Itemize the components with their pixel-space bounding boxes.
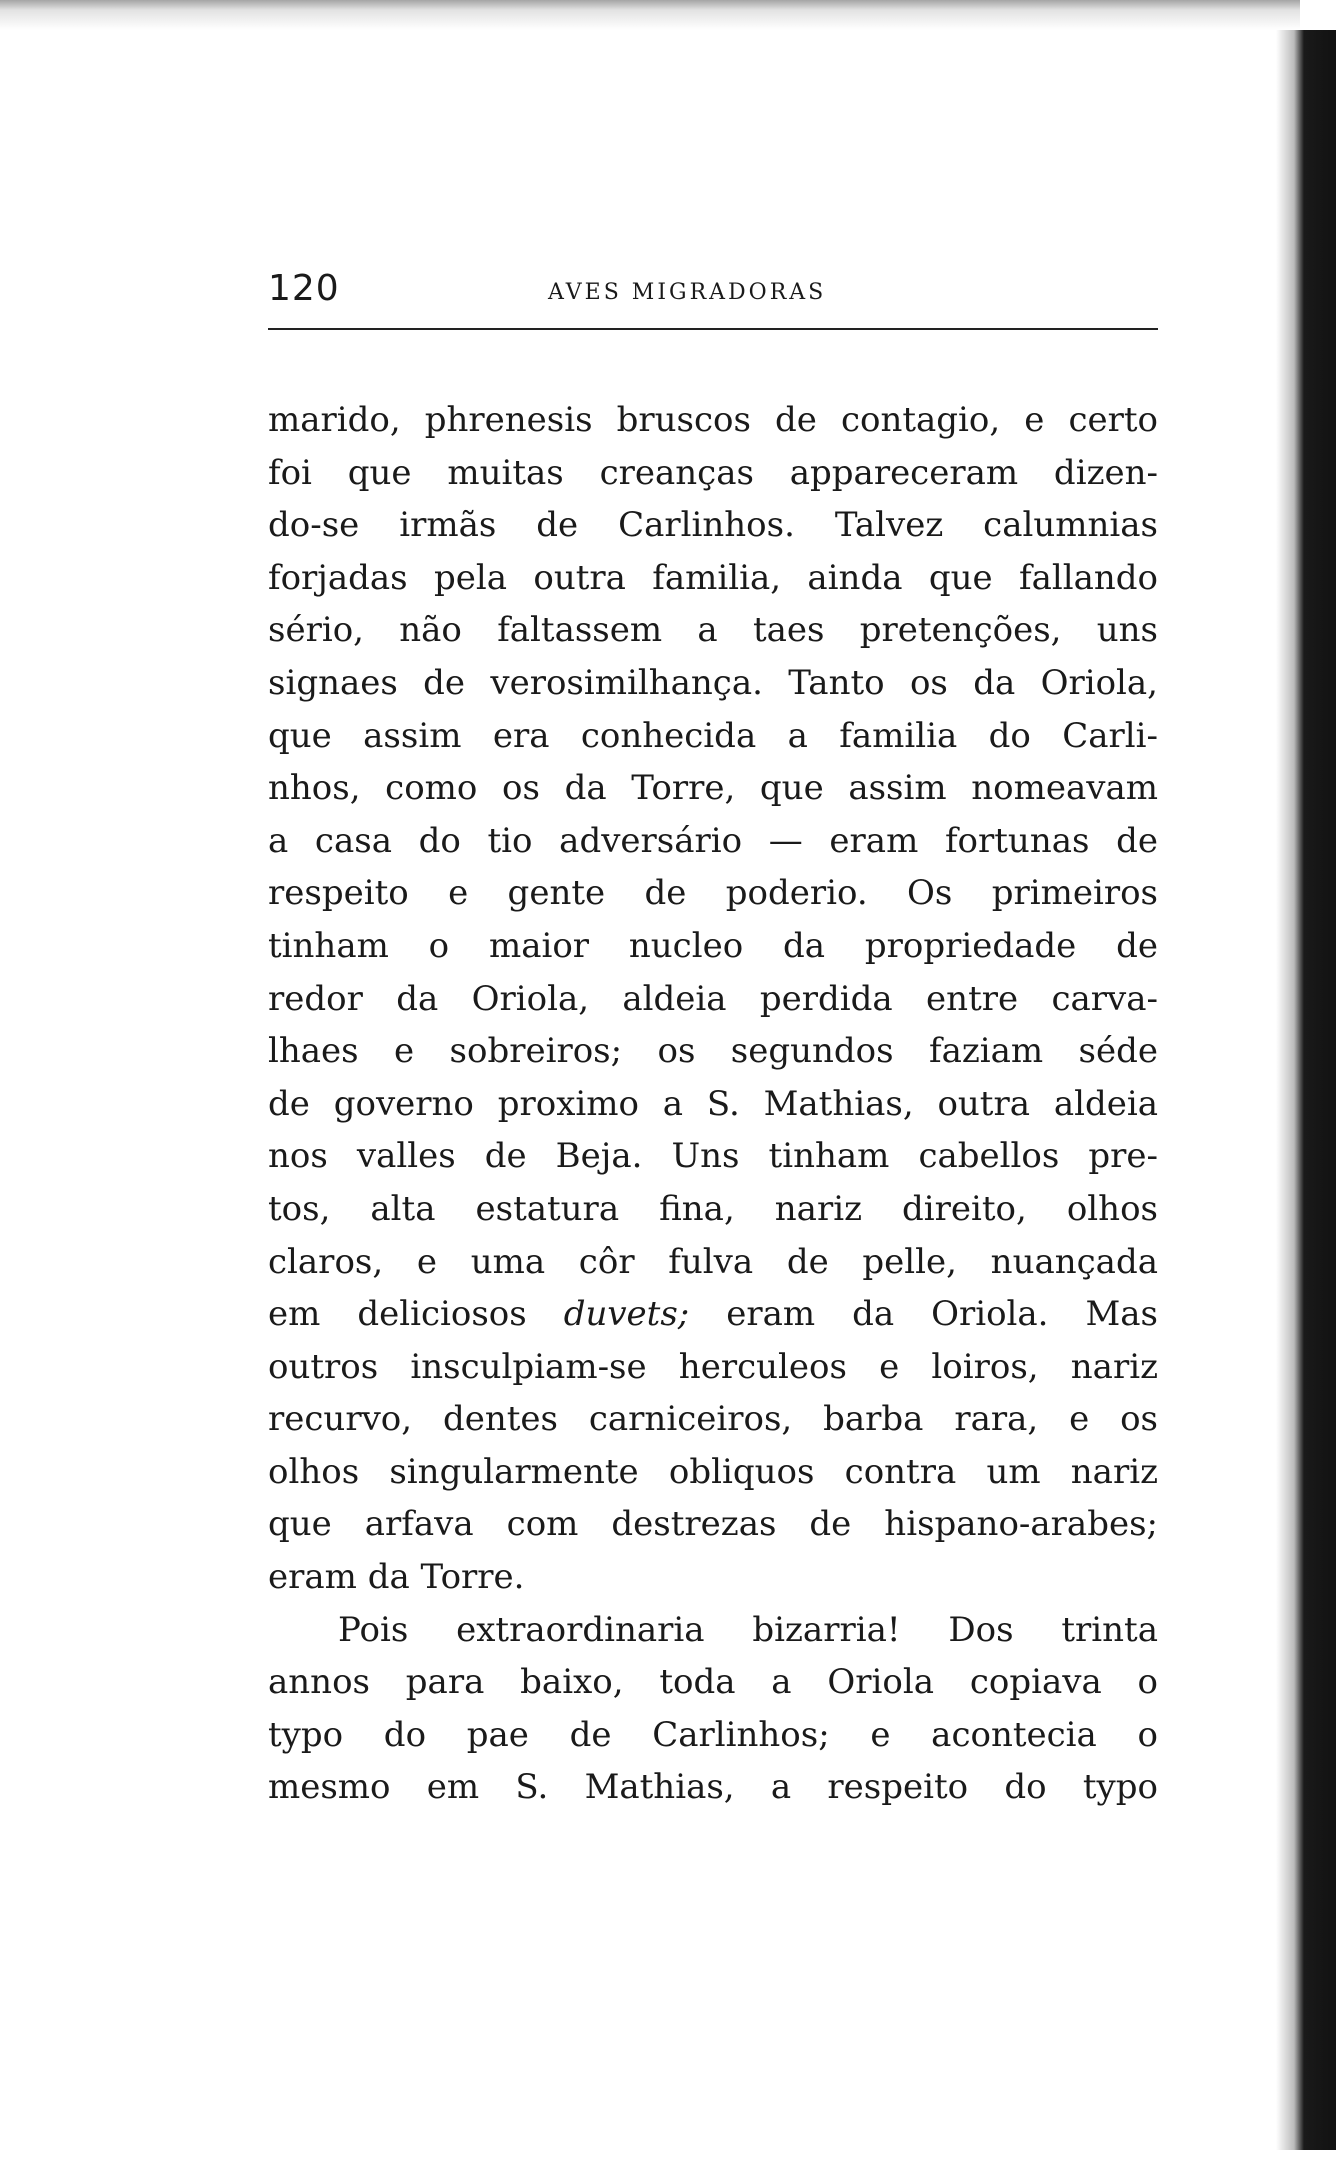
text-line: signaes de verosimilhança. Tanto os da Oriola, — [268, 662, 1158, 703]
text-line: do-se irmãs de Carlinhos. Talvez calumnias — [268, 505, 1158, 546]
text-span: em deliciosos — [268, 1294, 564, 1335]
header-rule — [268, 328, 1158, 330]
body-text — [268, 394, 1158, 1814]
text-line: a casa do tio adversário — eram fortunas de — [268, 820, 1158, 861]
text-line: foi que muitas creanças appareceram dizen- — [268, 452, 1158, 493]
text-line: claros, e uma côr fulva de pelle, nuançada — [268, 1241, 1158, 1282]
text-line: forjadas pela outra familia, ainda que fallando — [268, 557, 1158, 598]
text-line — [268, 1288, 1158, 1341]
text-line: marido, phrenesis bruscos de contagio, e certo — [268, 400, 1158, 440]
text-line: respeito e gente de poderio. Os primeiros — [268, 873, 1158, 914]
running-title: AVES MIGRADORAS — [548, 280, 827, 305]
text-line: outros insculpiam-se herculeos e loiros, nariz — [268, 1346, 1158, 1387]
text-line: que arfava com destrezas de hispano-arabes; — [268, 1504, 1158, 1545]
text-line: tos, alta estatura fina, nariz direito, olhos — [268, 1188, 1158, 1229]
text-line: nhos, como os da Torre, que assim nomeavam — [268, 768, 1158, 809]
text-line: olhos singularmente obliquos contra um nariz — [268, 1451, 1158, 1492]
text-line: que assim era conhecida a familia do Carli- — [268, 715, 1158, 756]
text-line: redor da Oriola, aldeia perdida entre carva- — [268, 978, 1158, 1019]
text-line: recurvo, dentes carniceiros, barba rara, e os — [268, 1399, 1158, 1440]
text-line: typo do pae de Carlinhos; e acontecia o — [268, 1714, 1158, 1755]
text-line: sério, não faltassem a taes pretenções, uns — [268, 610, 1158, 651]
text-line: nos valles de Beja. Uns tinham cabellos pre- — [268, 1136, 1158, 1177]
page-header — [268, 268, 1158, 318]
text-line: Pois extraordinaria bizarria! Dos trinta — [338, 1609, 1158, 1650]
text-line: lhaes e sobreiros; os segundos faziam séde — [268, 1031, 1158, 1072]
text-line: eram da Torre. — [268, 1557, 525, 1598]
text-line: de governo proximo a S. Mathias, outra aldeia — [268, 1083, 1158, 1124]
scan-shadow-right-edge — [1276, 30, 1336, 2150]
scan-shadow-top — [0, 0, 1300, 50]
text-line: annos para baixo, toda a Oriola copiava o — [268, 1662, 1158, 1703]
text-span: eram da Oriola. Mas — [689, 1294, 1158, 1335]
text-line: mesmo em S. Mathias, a respeito do typo — [268, 1767, 1158, 1808]
italic-word: duvets; — [563, 1294, 690, 1335]
page-number: 120 — [268, 268, 340, 309]
text-line: tinham o maior nucleo da propriedade de — [268, 925, 1158, 966]
